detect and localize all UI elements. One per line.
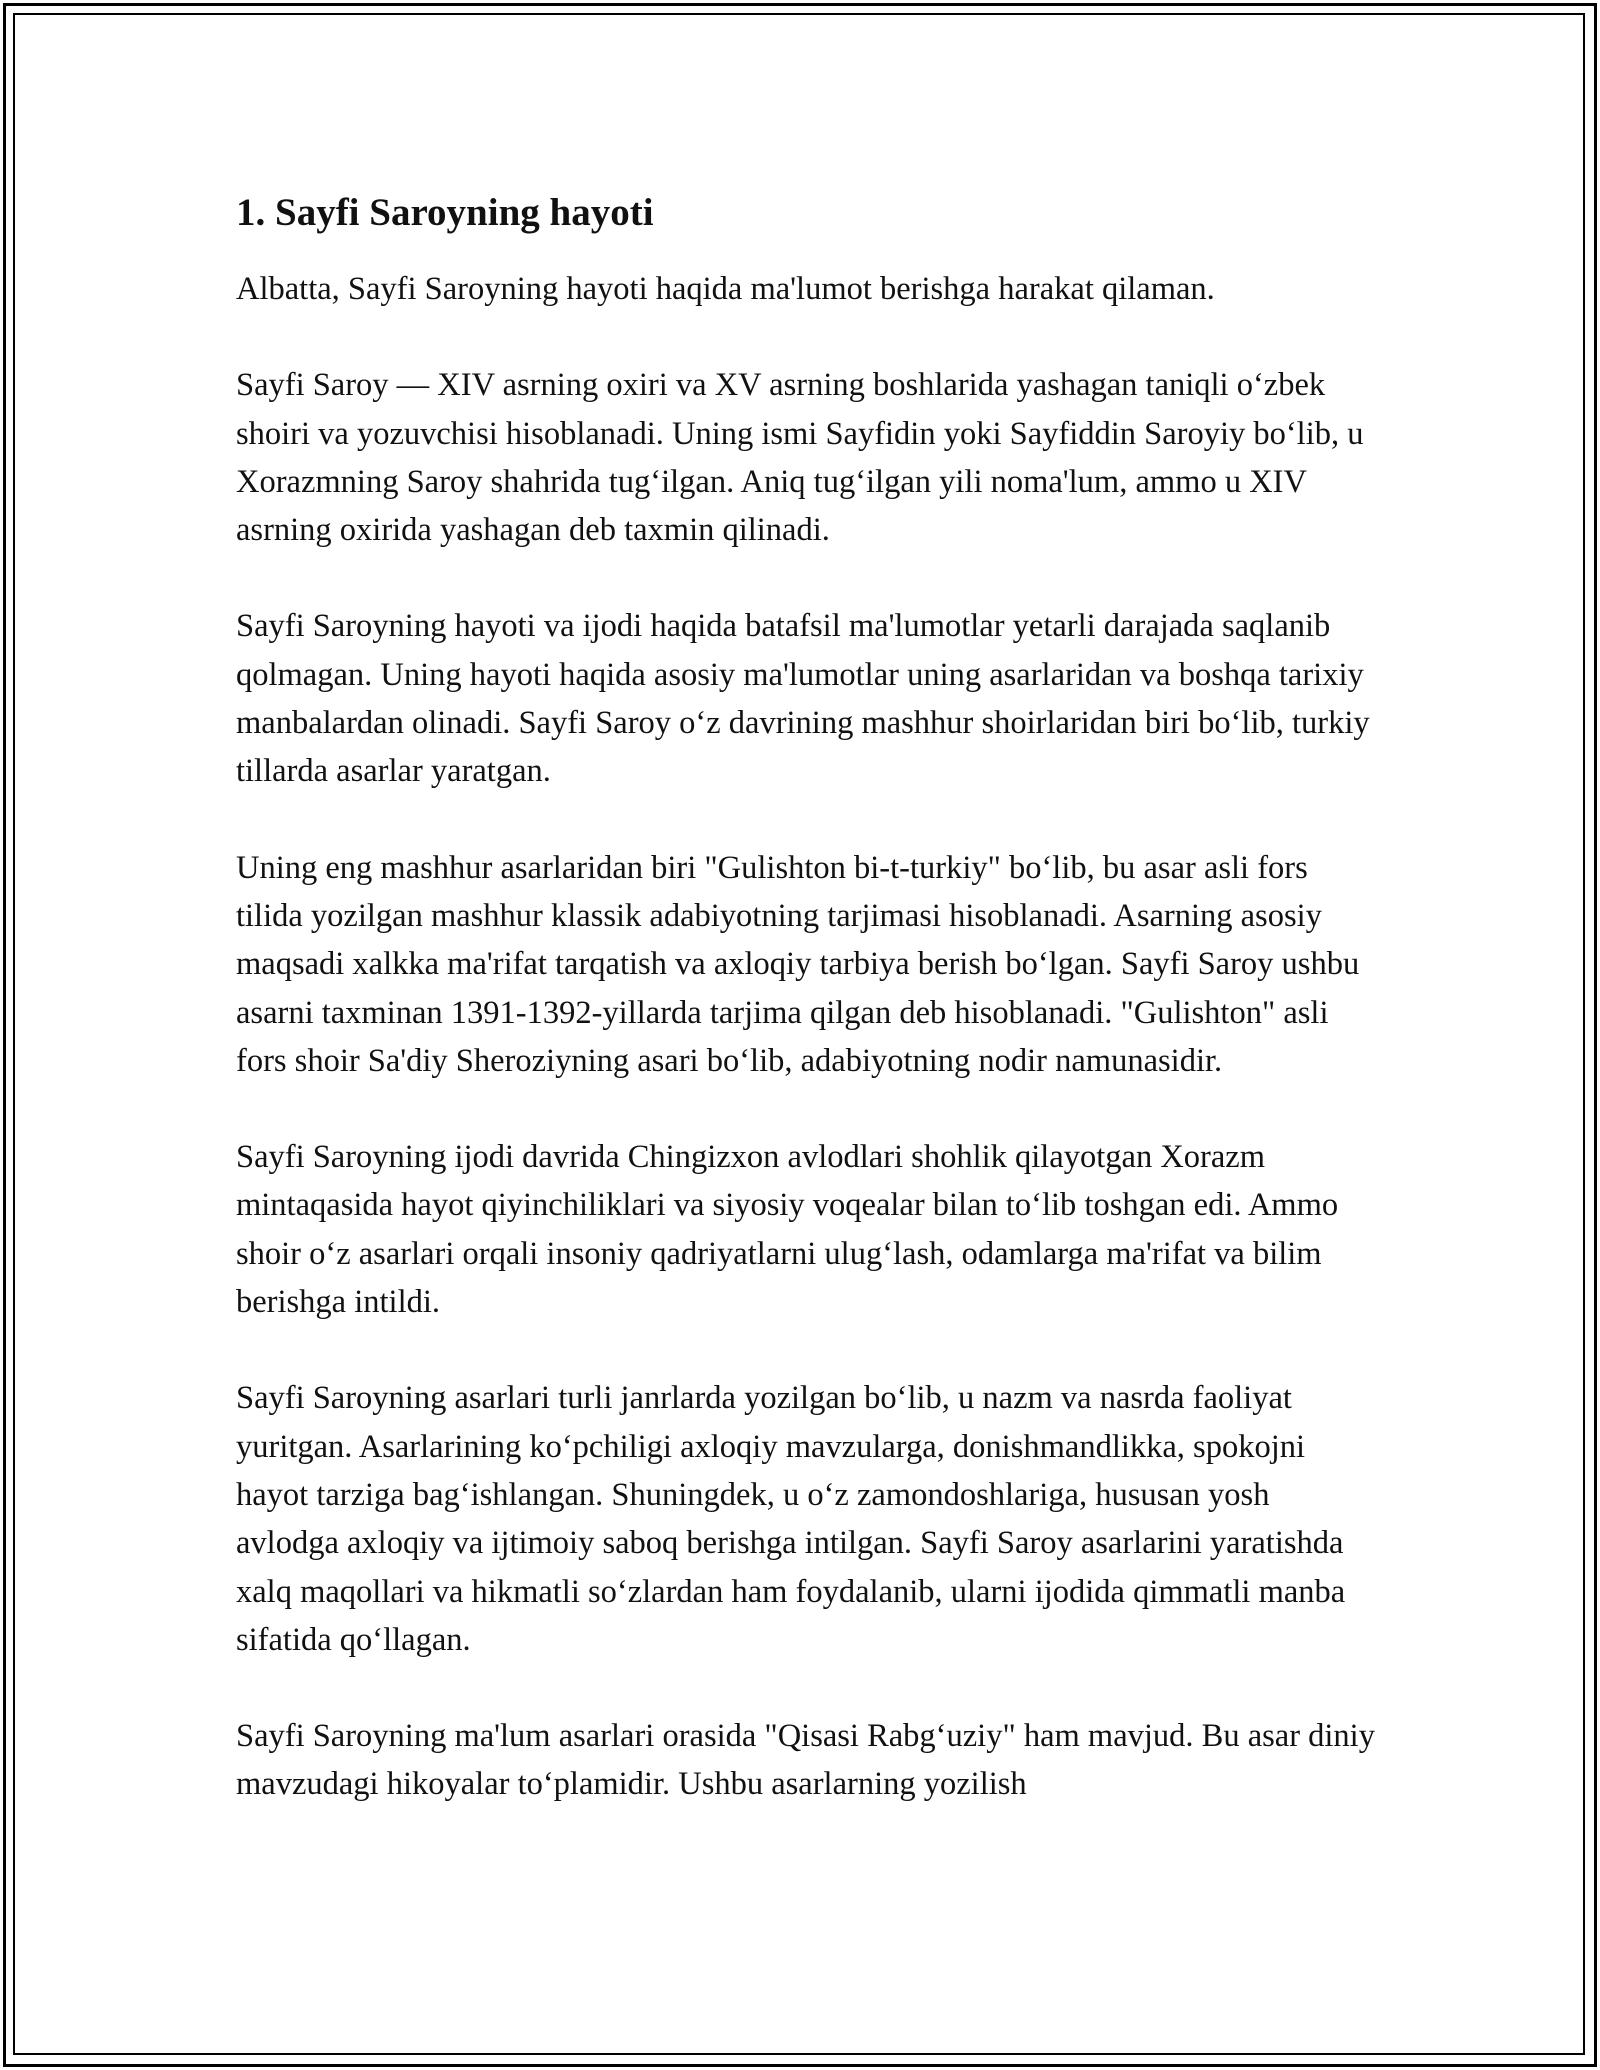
document-body <box>236 183 1376 1857</box>
paragraph-gulishton: Uning eng mashhur asarlaridan biri "Gulishton bi-t-turkiy" bo‘lib, bu asar asli fors tilida yozilgan mashhur klassik adabiyotning tarjimasi hisoblanadi. Asarning asosiy maqsadi xalkka ma'rifat tarqatish va axloqiy tarbiya berish bo‘lgan. Sayfi Saroy ushbu asarni taxminan 1391-1392-yillarda tarjima qilgan deb hisoblanadi. "Gulishton" asli fors shoir Sa'diy Sheroziyning asari bo‘lib, adabiyotning nodir namunasidir. <box>236 849 1360 1079</box>
paragraph-sources: Sayfi Saroyning hayoti va ijodi haqida batafsil ma'lumotlar yetarli darajada saqlanib qolmagan. Uning hayoti haqida asosiy ma'lumotlar uning asarlaridan va boshqa tarixiy manbalardan olinadi. Sayfi Saroy o‘z davrining mashhur shoirlaridan biri bo‘lib, turkiy tillarda asarlar yaratgan. <box>236 608 1370 790</box>
paragraph-qisasi: Sayfi Saroyning ma'lum asarlari orasida "Qisasi Rabg‘uziy" ham mavjud. Bu asar diniy mavzudagi hikoyalar to‘plamidir. Ushbu asarlarning yozilish <box>236 1718 1375 1803</box>
paragraph-works: Sayfi Saroyning asarlari turli janrlarda yozilgan bo‘lib, u nazm va nasrda faoliyat yuritgan. Asarlarining ko‘pchiligi axloqiy mavzularga, donishmandlikka, spokojni hayot tarziga bag‘ishlangan. Shuningdek, u o‘z zamondoshlariga, hususan yosh avlodga axloqiy va ijtimoiy saboq berishga intilgan. Sayfi Saroy asarlarini yaratishda xalq maqollari va hikmatli so‘zlardan ham foydalanib, ularni ijodida qimmatli manba sifatida qo‘llagan. <box>236 1380 1346 1658</box>
paragraph-era: Sayfi Saroyning ijodi davrida Chingizxon avlodlari shohlik qilayotgan Xorazm mintaqasida hayot qiyinchiliklari va siyosiy voqealar bilan to‘lib toshgan edi. Ammo shoir o‘z asarlari orqali insoniy qadriyatlarni ulug‘lash, odamlarga ma'rifat va bilim berishga intildi. <box>236 1139 1339 1321</box>
paragraph-biography: Sayfi Saroy — XIV asrning oxiri va XV asrning boshlarida yashagan taniqli o‘zbek shoiri va yozuvchisi hisoblanadi. Uning ismi Sayfidin yoki Sayfiddin Saroyiy bo‘lib, u Xorazmning Saroy shahrida tug‘ilgan. Aniq tug‘ilgan yili noma'lum, ammo u XIV asrning oxirida yashagan deb taxmin qilinadi. <box>236 367 1364 549</box>
section-heading: 1. Sayfi Saroyning hayoti <box>236 191 654 234</box>
paragraph-intro: Albatta, Sayfi Saroyning hayoti haqida ma'lumot berishga harakat qilaman. <box>236 271 1215 307</box>
